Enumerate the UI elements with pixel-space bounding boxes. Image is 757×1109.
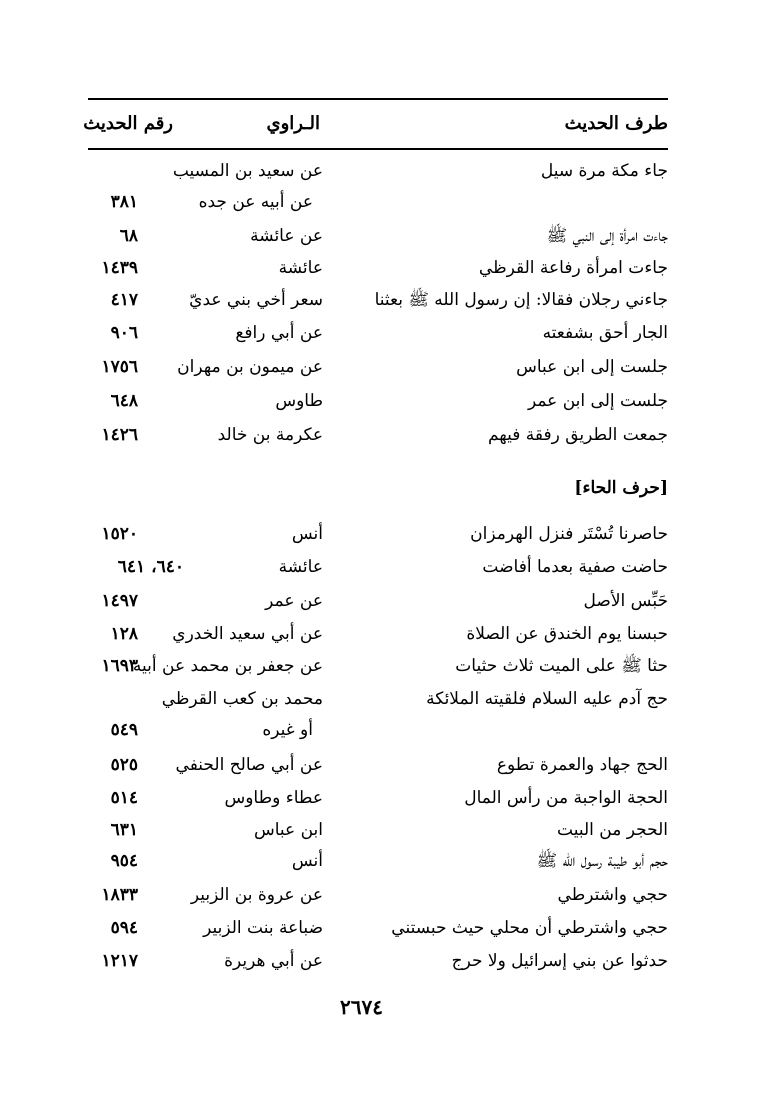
narrator-text: أو غيره (262, 720, 313, 740)
hadith-number: ٤١٧ (110, 290, 138, 310)
hadith-number: ١٢٨ (110, 624, 138, 644)
hadith-text: حَبِّس الأصل (583, 591, 668, 611)
hadith-number: ١٥٢٠ (101, 524, 138, 544)
table-row (88, 253, 668, 283)
narrator-text: عن جعفر بن محمد عن أبيه (132, 656, 323, 676)
hadith-number: ١٦٩٣ (101, 656, 138, 676)
hadith-number: ١٨٣٣ (101, 885, 138, 905)
table-row (88, 913, 668, 943)
hadith-text: حاضت صفية بعدما أفاضت (482, 557, 668, 577)
hadith-column-header: طرف الحديث (564, 113, 668, 134)
narrator-text: عن عائشة (250, 226, 323, 246)
hadith-text: جلست إلى ابن عمر (527, 391, 668, 411)
table-row (88, 187, 668, 217)
table-row (88, 846, 668, 876)
hadith-text: جلست إلى ابن عباس (516, 357, 668, 377)
table-row (88, 715, 668, 745)
narrator-text: عن عروة بن الزبير (190, 885, 323, 905)
narrator-text: عطاء وطاوس (224, 788, 323, 808)
hadith-number: ٦٣١ (110, 820, 138, 840)
table-header (83, 103, 668, 147)
hadith-number: ٩٥٤ (110, 851, 138, 871)
hadith-number: ٥٤٩ (110, 720, 138, 740)
table-row (88, 586, 668, 616)
hadith-text: جاء مكة مرة سيل (540, 161, 668, 181)
hadith-text: حبسنا يوم الخندق عن الصلاة (466, 624, 668, 644)
hadith-text: جاءت امرأة رفاعة القرظي (478, 258, 668, 278)
narrator-text: عن سعيد بن المسيب (172, 161, 323, 181)
hadith-text: حج آدم عليه السلام فلقيته الملائكة (426, 689, 668, 709)
hadith-number: ٣٨١ (110, 192, 138, 212)
hadith-number: ١٢١٧ (101, 951, 138, 971)
table-row (88, 285, 668, 315)
narrator-text: عن أبي رافع (235, 323, 323, 343)
narrator-column-header: الـراوي (266, 113, 320, 134)
table-row (88, 519, 668, 549)
number-column-header: رقم الحديث (83, 113, 173, 134)
table-row (88, 750, 668, 780)
narrator-text: ابن عباس (253, 820, 323, 840)
narrator-text: ضباعة بنت الزبير (203, 918, 323, 938)
table-row (88, 651, 668, 681)
table-row (88, 684, 668, 714)
hadith-number: ٦٨ (119, 226, 138, 246)
table-row (88, 420, 668, 450)
hadith-text: جاءت امرأة إلى النبي ﷺ (546, 226, 668, 246)
narrator-text: عن أبيه عن جده (198, 192, 313, 212)
hadith-number: ١٧٥٦ (101, 357, 138, 377)
header-bottom-rule (88, 148, 668, 150)
narrator-text: طاوس (275, 391, 323, 411)
hadith-number: ٦٤٨ (110, 391, 138, 411)
hadith-text: الجار أحق بشفعته (542, 323, 668, 343)
hadith-text: حثا ﷺ على الميت ثلاث حثيات (455, 656, 668, 676)
narrator-text: عكرمة بن خالد (217, 425, 323, 445)
hadith-number: ٩٠٦ (110, 323, 138, 343)
table-row (88, 880, 668, 910)
hadith-text: حاصرنا تُسْتَر فنزل الهرمزان (470, 524, 668, 544)
hadith-text: الحج جهاد والعمرة تطوع (496, 755, 668, 775)
table-row (88, 783, 668, 813)
header-top-rule (88, 98, 668, 100)
hadith-text: الحجة الواجبة من رأس المال (464, 788, 668, 808)
narrator-text: عائشة (278, 258, 323, 278)
hadith-number: ٥١٤ (110, 788, 138, 808)
hadith-text: حجي واشترطي (557, 885, 668, 905)
section-heading-haa: [حرف الحاء] (574, 478, 668, 498)
narrator-text: عائشة (278, 557, 323, 577)
hadith-number: ١٤٩٧ (101, 591, 138, 611)
narrator-text: سعر أخي بني عديّ (189, 290, 323, 310)
narrator-text: أنس (291, 524, 323, 544)
hadith-text: حجي واشترطي أن محلي حيث حبستني (391, 918, 668, 938)
table-row (88, 221, 668, 251)
hadith-number: ١٤٣٩ (101, 258, 138, 278)
table-row (88, 352, 668, 382)
hadith-text: حجم أبو طيبة رسول الله ﷺ (536, 851, 668, 871)
table-row (88, 156, 668, 186)
hadith-text: جمعت الطريق رفقة فيهم (487, 425, 668, 445)
table-row (88, 552, 668, 582)
table-row (88, 619, 668, 649)
narrator-text: عن أبي سعيد الخدري (172, 624, 323, 644)
narrator-text: عن عمر (265, 591, 323, 611)
narrator-text: عن أبي صالح الحنفي (175, 755, 323, 775)
narrator-text: أنس (291, 851, 323, 871)
hadith-number: ٥٢٥ (110, 755, 138, 775)
hadith-text: حدثوا عن بني إسرائيل ولا حرج (451, 951, 668, 971)
narrator-text: عن أبي هريرة (224, 951, 323, 971)
hadith-text: الحجر من البيت (557, 820, 668, 840)
narrator-text: محمد بن كعب القرظي (161, 689, 323, 709)
narrator-text: عن ميمون بن مهران (177, 357, 323, 377)
hadith-number: ٥٩٤ (110, 918, 138, 938)
table-row (88, 386, 668, 416)
table-row (88, 946, 668, 976)
hadith-number: ١٤٢٦ (101, 425, 138, 445)
hadith-text: جاءني رجلان فقالا: إن رسول الله ﷺ بعثنا (374, 290, 668, 310)
page-number: ٢٦٧٤ (340, 995, 383, 1019)
table-row (88, 815, 668, 845)
hadith-number: ٦٤٠، ٦٤١ (117, 557, 184, 577)
table-row (88, 318, 668, 348)
